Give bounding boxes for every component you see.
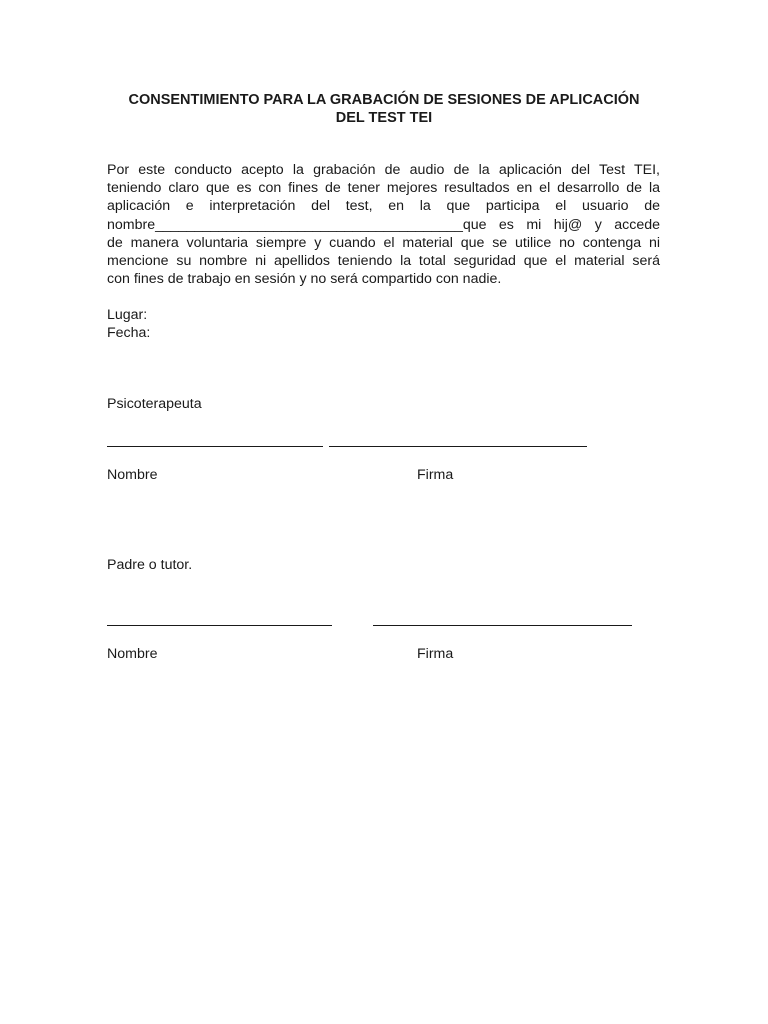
fecha-label: Fecha: [107, 325, 151, 341]
paragraph-line: con fines de trabajo en sesión y no será compartido con nadie. [107, 271, 502, 288]
lugar-label: Lugar: [107, 307, 148, 323]
title-line-2: DEL TEST TEI [335, 110, 433, 126]
paragraph-line: mencione su nombre ni apellidos teniendo la total seguridad que el material será [107, 253, 660, 270]
padre-nombre-line [107, 625, 332, 626]
padre-nombre-label: Nombre [107, 646, 158, 662]
paragraph-line: Por este conducto acepto la grabación de audio de la aplicación del Test TEI, [107, 162, 660, 178]
padre-tutor-heading: Padre o tutor. [107, 557, 193, 573]
paragraph-line: teniendo claro que es con fines de tener mejores resultados en el desarrollo de la [107, 180, 660, 197]
psicoterapeuta-heading: Psicoterapeuta [107, 396, 202, 412]
consent-paragraph [107, 161, 660, 288]
paragraph-line: nombre_______________________________________que es mi hij@ y accede [107, 216, 660, 233]
paragraph-line: de manera voluntaria siempre y cuando el material que se utilice no contenga ni [107, 234, 660, 251]
psicoterapeuta-firma-label: Firma [417, 467, 454, 483]
psicoterapeuta-firma-line [329, 446, 587, 447]
psicoterapeuta-nombre-label: Nombre [107, 467, 158, 483]
document-title [107, 91, 661, 127]
padre-firma-line [373, 625, 632, 626]
title-line-1: CONSENTIMIENTO PARA LA GRABACIÓN DE SESIONES DE APLICACIÓN [128, 92, 640, 108]
psicoterapeuta-nombre-line [107, 446, 323, 447]
paragraph-line: aplicación e interpretación del test, en la que participa el usuario de [107, 198, 660, 215]
padre-firma-label: Firma [417, 646, 454, 662]
